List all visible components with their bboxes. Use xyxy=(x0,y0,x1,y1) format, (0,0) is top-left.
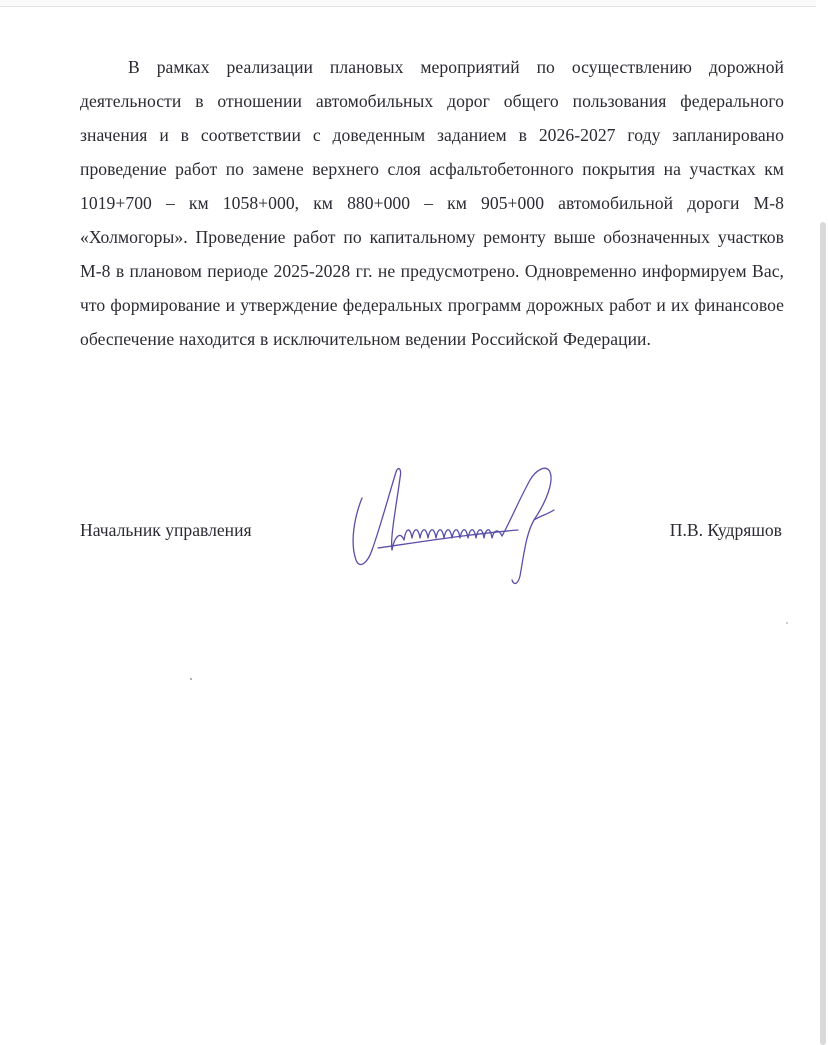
body-paragraph: В рамках реализации плановых мероприятий по осуществлению дорожной деятельности в отношении автомобильных дорог общего пользования федерального значения и в соответствии с доведенным заданием в 2026-2027 году запланировано проведение работ по замене верхнего слоя асфальтобетонного покрытия на участках км 1019+700 – км 1058+000, км 880+000 – км 905+000 автомобильной дороги М-8 «Холмогоры». Проведение работ по капитальному ремонту выше обозначенных участков М-8 в плановом периоде 2025-2028 гг. не предусмотрено. Одновременно информируем Вас, что формирование и утверждение федеральных программ дорожных работ и их финансовое обеспечение находится в исключительном ведении Российской Федерации. xyxy=(80,57,784,349)
handwritten-signature-icon xyxy=(340,458,570,588)
paper-speck xyxy=(786,622,788,624)
vertical-scrollbar[interactable] xyxy=(816,0,828,1045)
signer-position: Начальник управления xyxy=(80,520,252,540)
paper-speck xyxy=(190,678,192,680)
page-top-edge xyxy=(0,0,818,7)
scrollbar-thumb[interactable] xyxy=(820,222,826,1045)
signer-name: П.В. Кудряшов xyxy=(669,520,782,540)
